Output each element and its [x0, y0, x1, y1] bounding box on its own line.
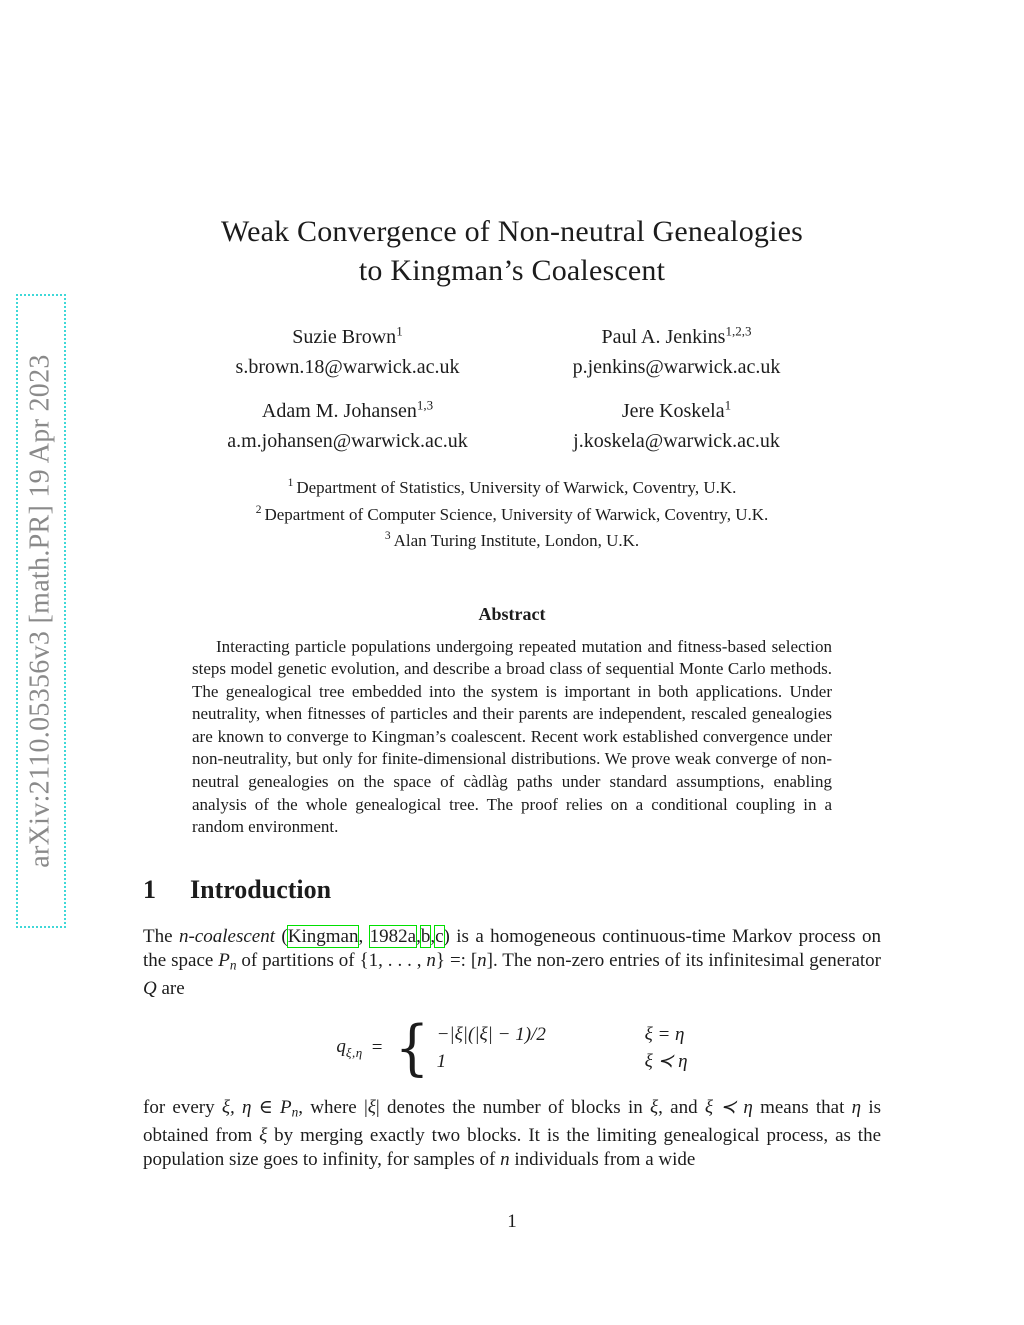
citation-link[interactable]: c [435, 925, 444, 947]
equation-cases [437, 1021, 688, 1075]
author-affiliation-superscript: 1,3 [416, 397, 434, 413]
arxiv-watermark-text: arXiv:2110.05356v3 [math.PR] 19 Apr 2023 [25, 354, 56, 868]
intro-paragraph-2: for every ξ, η ∈ Pn, where |ξ| denotes the number of blocks in ξ, and ξ ≺ η means that η is obtained from ξ by merging exactly two blocks. It is the limiting genealogical process, as the population size goes to infinity, for samples of n individuals from a wide [143, 1097, 882, 1171]
author-1 [183, 322, 512, 382]
affiliation-text: Department of Computer Science, University of Warwick, Coventry, U.K. [264, 504, 769, 524]
affiliation-block [143, 475, 881, 555]
paper-title [143, 0, 881, 290]
affiliation-text: Department of Statistics, University of Warwick, Coventry, U.K. [296, 478, 737, 497]
case-value: 1 [436, 1051, 447, 1073]
cases-brace: { [395, 1013, 430, 1084]
section-title: Introduction [190, 874, 332, 904]
author-name-text: Jere Koskela [621, 400, 725, 422]
abstract-text: Interacting particle populations undergoing repeated mutation and fitness-based selection steps model genetic evolution, and describe a broad class of sequential Monte Carlo methods. The genealogical tree embedded into the system is important in both applications. Under neutrality, when fitnesses of particles and their parents are independent, rescaled genealogies are known to converge to Kingman’s coalescent. Recent work established convergence under non-neutrality, but only for finite-dimensional distributions. We prove weak converge of non-neutral genealogies on the space of càdlàg paths under standard assumptions, enabling analysis of the whole genealogical tree. The proof relies on a conditional coupling in a random environment. [192, 636, 832, 837]
abstract-heading: Abstract [478, 603, 546, 624]
author-name-text: Paul A. Jenkins [601, 326, 726, 348]
paper-content [143, 0, 881, 1172]
author-affiliation-superscript: 1 [396, 323, 403, 339]
author-name-text: Suzie Brown [292, 326, 397, 348]
author-email: j.koskela@warwick.ac.uk [573, 430, 780, 452]
author-4 [512, 396, 841, 456]
equation-lhs-base: q [336, 1035, 346, 1057]
citation-link[interactable]: b [420, 925, 431, 947]
affiliation-text: Alan Turing Institute, London, U.K. [393, 531, 640, 550]
author-affiliation-superscript: 1,2,3 [725, 323, 752, 339]
intro-paragraph-1: The n-coalescent (Kingman, 1982a,b,c) is a homogeneous continuous-time Markov process on the space Pn of partitions of {1, . . . , n} =: [n]. The non-zero entries of its infinitesimal generator Q are [143, 925, 882, 1000]
equation-case-1 [437, 1021, 688, 1048]
author-name [183, 396, 512, 426]
author-name [512, 322, 841, 352]
author-email: s.brown.18@warwick.ac.uk [235, 356, 460, 378]
author-name [512, 396, 841, 426]
equation-lhs [336, 1036, 362, 1061]
paper-title-line-1: Weak Convergence of Non-neutral Genealogies [220, 215, 804, 248]
author-email: a.m.johansen@warwick.ac.uk [227, 430, 468, 452]
citation-link[interactable]: 1982a [369, 925, 417, 947]
affiliation-line-3 [143, 528, 881, 555]
section-number: 1 [143, 874, 156, 904]
author-email: p.jenkins@warwick.ac.uk [572, 356, 781, 378]
arxiv-watermark-box [16, 294, 66, 928]
case-value: −|ξ|(|ξ| − 1)/2 [436, 1024, 546, 1046]
author-3 [183, 396, 512, 456]
author-2 [512, 322, 841, 382]
affiliation-line-1 [143, 475, 881, 502]
equation-equals-sign: = [371, 1037, 383, 1059]
equation-lhs-subscript: ξ,η [345, 1044, 363, 1060]
author-name [183, 322, 512, 352]
author-affiliation-superscript: 1 [724, 397, 732, 413]
affiliation-marker: 1 [287, 477, 294, 490]
author-block [143, 322, 881, 456]
affiliation-marker: 3 [384, 530, 391, 543]
equation-case-2 [437, 1048, 688, 1075]
paper-title-line-2: to Kingman’s Coalescent [358, 254, 666, 287]
page-number: 1 [507, 1211, 517, 1232]
case-condition: ξ = η [644, 1024, 685, 1046]
coalescent-rate-equation [143, 1013, 881, 1084]
affiliation-line-2 [143, 502, 881, 529]
author-name-text: Adam M. Johansen [261, 400, 417, 422]
section-heading-introduction [143, 873, 881, 906]
case-condition: ξ ≺ η [644, 1051, 688, 1073]
citation-link[interactable]: Kingman [287, 925, 359, 947]
affiliation-marker: 2 [255, 503, 262, 516]
abstract-section [192, 603, 832, 839]
